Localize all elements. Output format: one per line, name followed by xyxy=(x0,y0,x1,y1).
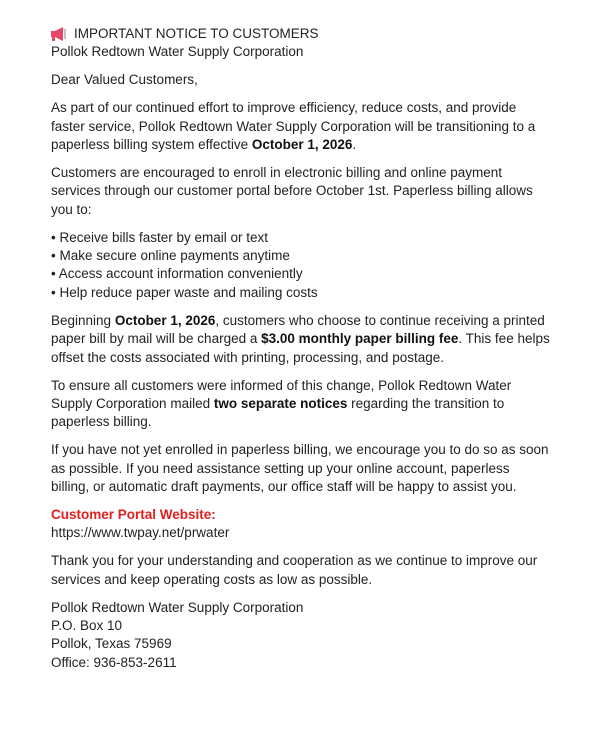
para4-start: To ensure all customers were informed of this change, Pollok Redtown Water Supply Corporation mailed xyxy=(51,377,512,411)
list-item: • Access account information conveniently xyxy=(51,266,303,282)
signature-box: P.O. Box 10 xyxy=(51,617,123,633)
greeting: Dear Valued Customers, xyxy=(51,72,198,88)
paragraph-intro xyxy=(51,99,551,154)
header-organization: Pollok Redtown Water Supply Corporation xyxy=(51,44,304,60)
list-item: • Help reduce paper waste and mailing costs xyxy=(51,284,318,300)
notice-title: IMPORTANT NOTICE TO CUSTOMERS xyxy=(74,26,319,41)
paragraph-fee xyxy=(51,312,551,367)
notice-document xyxy=(51,25,551,672)
portal-url[interactable]: https://www.twpay.net/prwater xyxy=(51,525,230,541)
list-item: • Receive bills faster by email or text xyxy=(51,229,269,245)
paragraph-notices xyxy=(51,377,551,432)
notice-header xyxy=(51,25,551,43)
notices-count: two separate notices xyxy=(213,395,348,411)
signature-name: Pollok Redtown Water Supply Corporation xyxy=(51,599,304,615)
megaphone-icon xyxy=(51,27,69,41)
paragraph-thanks: Thank you for your understanding and cooperation as we continue to improve our services and keep operating costs as low as possible. xyxy=(51,553,538,587)
signature-block xyxy=(51,599,551,673)
effective-date: October 1, 2026 xyxy=(251,137,353,153)
fee-amount: $3.00 monthly paper billing fee xyxy=(261,331,459,347)
paragraph-assistance: If you have not yet enrolled in paperless billing, we encourage you to do so as soon as possible. If you need assistance setting up your online account, paperless billing, or automatic draft payments, our office staff will be happy to assist you. xyxy=(51,442,549,495)
para1-text: As part of our continued effort to improve efficiency, reduce costs, and provide faster service, Pollok Redtown Water Supply Corporation will be transitioning to a paperless billing system effective xyxy=(51,100,536,153)
list-item: • Make secure online payments anytime xyxy=(51,248,290,264)
para3-mid: , customers who choose to continue receiving a printed paper bill by mail will be charged a xyxy=(51,312,545,347)
benefits-list xyxy=(51,229,551,303)
para3-start: Beginning xyxy=(51,312,115,328)
para3-end: . This fee helps offset the costs associated with printing, processing, and postage. xyxy=(51,331,550,365)
para4-end: regarding the transition to paperless billing. xyxy=(51,395,505,430)
para1-end: . xyxy=(352,137,357,153)
paragraph-enroll: Customers are encouraged to enroll in electronic billing and online payment services through our customer portal before October 1st. Paperless billing allows you to: xyxy=(51,164,533,217)
signature-phone: Office: 936-853-2611 xyxy=(51,654,177,670)
portal-label: Customer Portal Website: xyxy=(51,506,216,522)
signature-city: Pollok, Texas 75969 xyxy=(51,636,172,652)
fee-date: October 1, 2026 xyxy=(114,312,216,328)
